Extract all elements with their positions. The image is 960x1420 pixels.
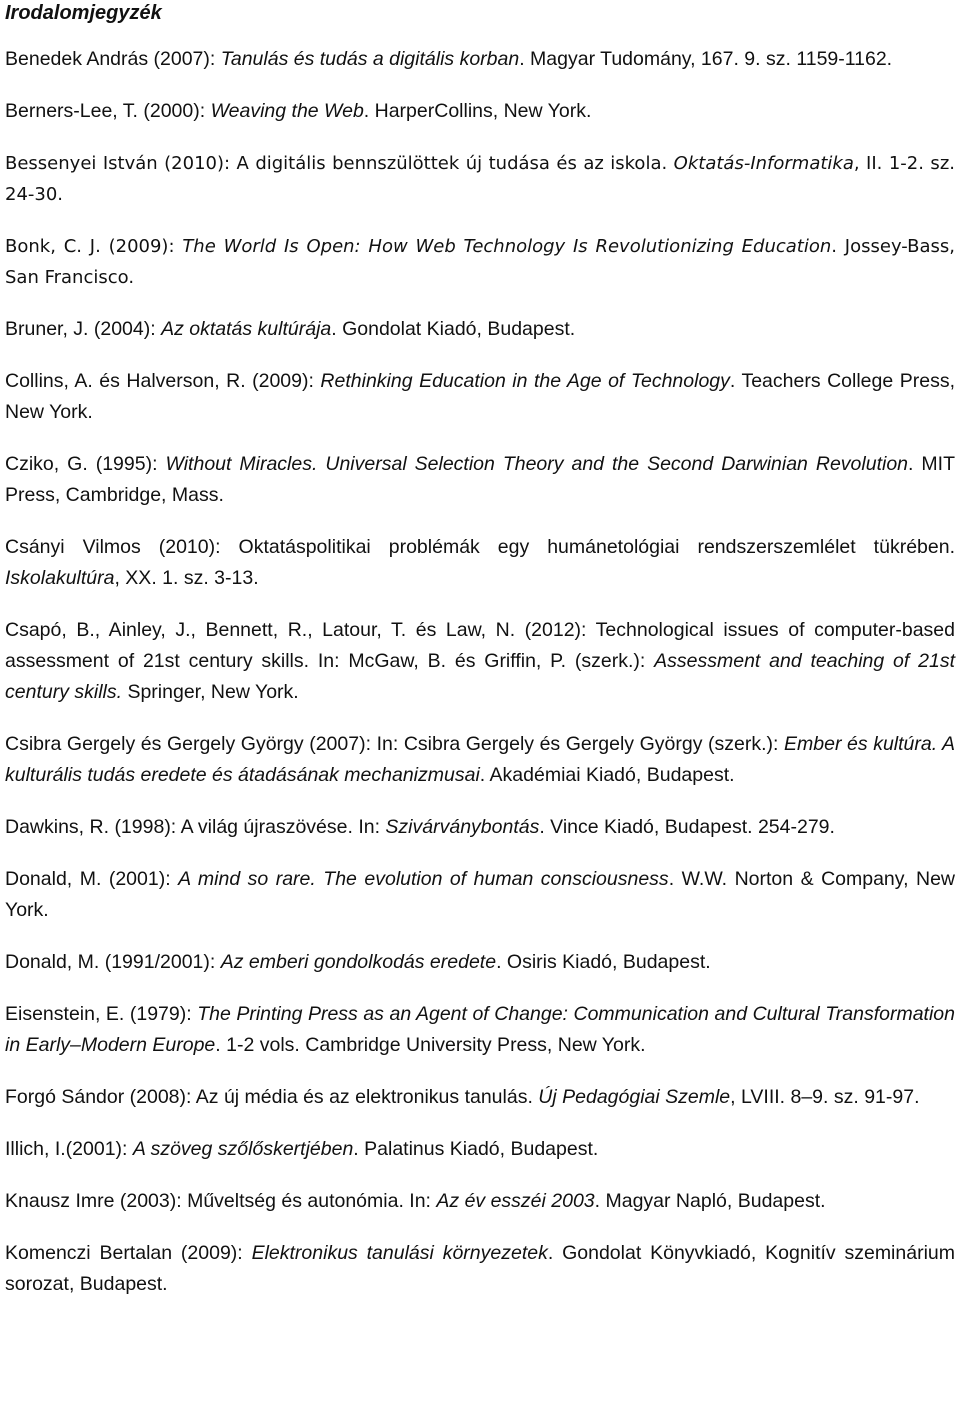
reference-text: Cziko, G. (1995):: [5, 453, 166, 475]
reference-entry: [5, 1082, 955, 1113]
reference-text: , II. 1-2. sz. 24-30.: [5, 153, 955, 205]
reference-title: Ember és kultúra. A kulturális tudás eredete és átadásának mechanizmusai: [5, 733, 956, 786]
reference-text: Donald, M. (2001):: [5, 868, 179, 890]
reference-entry: [5, 1134, 955, 1165]
reference-entry: [5, 1186, 955, 1217]
reference-text: Komenczi Bertalan (2009):: [5, 1242, 252, 1264]
reference-entry: [5, 44, 955, 75]
reference-text: Springer, New York.: [122, 681, 299, 703]
reference-entry: [5, 148, 955, 210]
reference-text: . Teachers College Press, New York.: [5, 370, 955, 423]
reference-entry: [5, 449, 955, 511]
reference-text: Bonk, C. J. (2009):: [5, 236, 183, 257]
reference-text: Collins, A. és Halverson, R. (2009):: [5, 370, 321, 392]
reference-text: . W.W. Norton & Company, New York.: [5, 868, 955, 921]
reference-text: Dawkins, R. (1998): A világ újraszövése. In:: [5, 816, 386, 838]
reference-title: Szivárványbontás: [385, 816, 540, 838]
reference-text: . Jossey-Bass, San Francisco.: [5, 236, 956, 288]
reference-title: Rethinking Education in the Age of Technology: [320, 370, 730, 392]
reference-entry: [5, 864, 955, 926]
reference-entry: [5, 1238, 955, 1300]
reference-title: Az oktatás kultúrája: [161, 318, 332, 340]
reference-text: Eisenstein, E. (1979):: [5, 1003, 198, 1025]
reference-entry: [5, 231, 955, 293]
reference-entry: [5, 366, 955, 428]
reference-title: Without Miracles. Universal Selection Theory and the Second Darwinian Revolution: [165, 453, 909, 475]
reference-entry: [5, 947, 955, 978]
reference-text: Bruner, J. (2004):: [5, 318, 162, 340]
reference-title: Oktatás-Informatika: [673, 153, 854, 174]
reference-text: . Vince Kiadó, Budapest. 254-279.: [539, 816, 835, 838]
reference-title: Elektronikus tanulási környezetek: [251, 1242, 548, 1264]
reference-text: , LVIII. 8–9. sz. 91-97.: [730, 1086, 920, 1108]
reference-text: . Magyar Tudomány, 167. 9. sz. 1159-1162.: [519, 48, 893, 70]
reference-text: Benedek András (2007):: [5, 48, 221, 70]
reference-text: . Palatinus Kiadó, Budapest.: [353, 1138, 599, 1160]
reference-text: Csapó, B., Ainley, J., Bennett, R., Latour, T. és Law, N. (2012): Technological issues of computer-based assessment of 21st century skills. In: McGaw, B. és Griffin, P. (szerk.):: [5, 619, 955, 672]
reference-title: The World Is Open: How Web Technology Is Revolutionizing Education: [182, 236, 832, 257]
reference-text: Csibra Gergely és Gergely György (2007): In: Csibra Gergely és Gergely György (szerk.):: [5, 733, 785, 755]
bibliography-page: [5, 0, 955, 1321]
reference-entry: [5, 729, 955, 791]
reference-title: The Printing Press as an Agent of Change: Communication and Cultural Transformation in Early–Modern Europe: [5, 1003, 955, 1056]
reference-title: Új Pedagógiai Szemle: [538, 1086, 731, 1108]
reference-entry: [5, 615, 955, 708]
reference-text: . 1-2 vols. Cambridge University Press, New York.: [215, 1034, 646, 1056]
reference-entry: [5, 96, 955, 127]
reference-title: Iskolakultúra: [5, 567, 115, 589]
reference-text: Donald, M. (1991/2001):: [5, 951, 221, 973]
reference-title: A szöveg szőlőskertjében: [132, 1138, 354, 1160]
reference-text: Csányi Vilmos (2010): Oktatáspolitikai problémák egy humánetológiai rendszerszemlélet tükrében.: [5, 536, 955, 558]
reference-text: . Akadémiai Kiadó, Budapest.: [479, 764, 735, 786]
reference-title: Weaving the Web: [210, 100, 364, 122]
reference-text: Illich, I.(2001):: [5, 1138, 133, 1160]
reference-text: . Gondolat Könyvkiadó, Kognitív szeminárium sorozat, Budapest.: [5, 1242, 955, 1295]
page-title: Irodalomjegyzék: [5, 2, 162, 24]
reference-text: Bessenyei István (2010): A digitális bennszülöttek új tudása és az iskola.: [5, 153, 674, 174]
reference-title: Az emberi gondolkodás eredete: [220, 951, 497, 973]
reference-list: [5, 44, 955, 1300]
reference-text: . HarperCollins, New York.: [363, 100, 592, 122]
reference-text: . MIT Press, Cambridge, Mass.: [5, 453, 955, 506]
reference-entry: [5, 812, 955, 843]
reference-text: Knausz Imre (2003): Műveltség és autonómia. In:: [5, 1190, 437, 1212]
reference-text: . Gondolat Kiadó, Budapest.: [331, 318, 576, 340]
reference-text: . Osiris Kiadó, Budapest.: [496, 951, 711, 973]
reference-text: . Magyar Napló, Budapest.: [594, 1190, 826, 1212]
reference-text: , XX. 1. sz. 3-13.: [114, 567, 259, 589]
reference-text: Forgó Sándor (2008): Az új média és az elektronikus tanulás.: [5, 1086, 539, 1108]
reference-title: Tanulás és tudás a digitális korban: [220, 48, 520, 70]
reference-title: Assessment and teaching of 21st century skills.: [5, 650, 955, 703]
reference-text: Berners-Lee, T. (2000):: [5, 100, 211, 122]
reference-entry: [5, 532, 955, 594]
reference-title: Az év esszéi 2003: [436, 1190, 595, 1212]
reference-entry: [5, 314, 955, 345]
reference-title: A mind so rare. The evolution of human consciousness: [178, 868, 669, 890]
reference-entry: [5, 999, 955, 1061]
